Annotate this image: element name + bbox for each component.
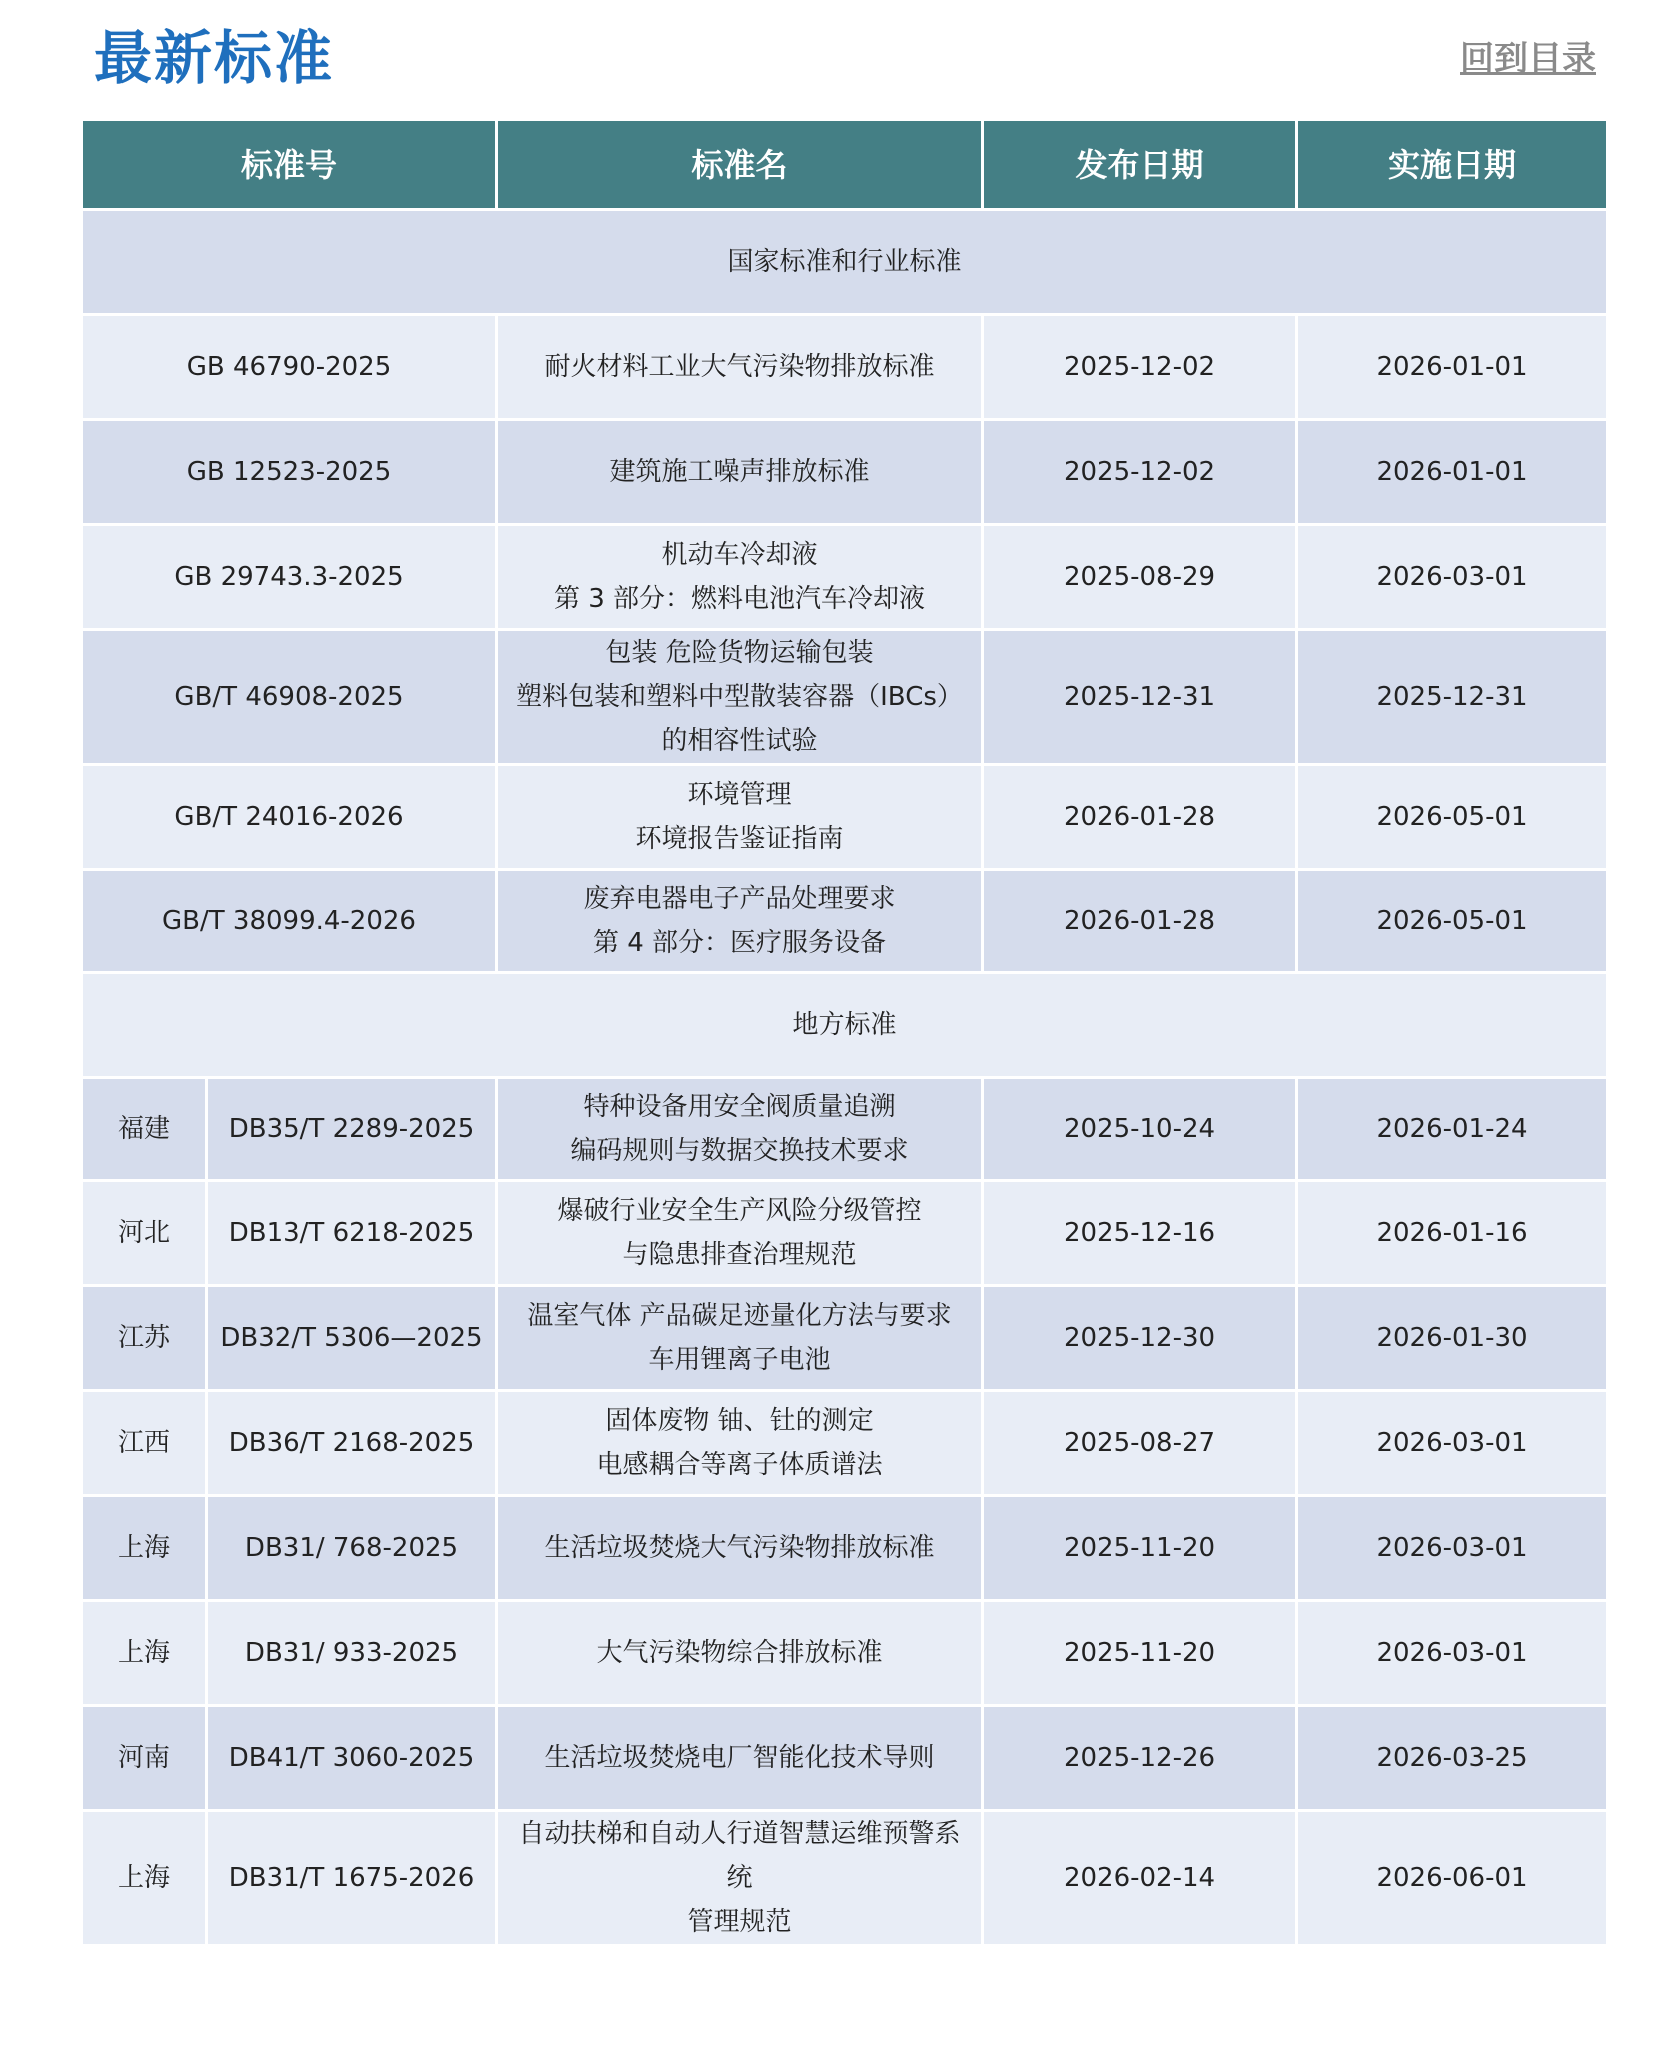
standard-code: DB31/ 768-2025 — [207, 1496, 497, 1601]
section-row — [82, 210, 1608, 315]
effective-date: 2026-01-01 — [1297, 420, 1608, 525]
effective-date: 2026-05-01 — [1297, 765, 1608, 870]
effective-date: 2026-03-01 — [1297, 525, 1608, 630]
standard-code: DB36/T 2168-2025 — [207, 1391, 497, 1496]
publish-date: 2025-11-20 — [983, 1601, 1297, 1706]
standard-code: DB35/T 2289-2025 — [207, 1078, 497, 1181]
effective-date: 2026-03-01 — [1297, 1496, 1608, 1601]
effective-date: 2026-03-25 — [1297, 1706, 1608, 1811]
standard-code: GB 46790-2025 — [82, 315, 497, 420]
region: 上海 — [82, 1811, 207, 1946]
standard-code: GB/T 24016-2026 — [82, 765, 497, 870]
standard-code: DB31/ 933-2025 — [207, 1601, 497, 1706]
effective-date: 2026-01-16 — [1297, 1181, 1608, 1286]
publish-date: 2025-12-30 — [983, 1286, 1297, 1391]
standard-name: 废弃电器电子产品处理要求 第 4 部分：医疗服务设备 — [497, 870, 983, 973]
region: 河北 — [82, 1181, 207, 1286]
standard-name: 固体废物 铀、钍的测定 电感耦合等离子体质谱法 — [497, 1391, 983, 1496]
standard-name: 建筑施工噪声排放标准 — [497, 420, 983, 525]
effective-date: 2026-03-01 — [1297, 1601, 1608, 1706]
header-effective-date: 实施日期 — [1297, 120, 1608, 210]
table-row — [82, 1181, 1608, 1286]
region: 河南 — [82, 1706, 207, 1811]
header-code: 标准号 — [82, 120, 497, 210]
region: 上海 — [82, 1496, 207, 1601]
publish-date: 2025-12-26 — [983, 1706, 1297, 1811]
effective-date: 2026-01-30 — [1297, 1286, 1608, 1391]
publish-date: 2025-11-20 — [983, 1496, 1297, 1601]
standard-code: GB/T 46908-2025 — [82, 630, 497, 765]
standard-name: 爆破行业安全生产风险分级管控 与隐患排查治理规范 — [497, 1181, 983, 1286]
standard-name: 温室气体 产品碳足迹量化方法与要求 车用锂离子电池 — [497, 1286, 983, 1391]
standard-name: 耐火材料工业大气污染物排放标准 — [497, 315, 983, 420]
section-title: 地方标准 — [82, 973, 1608, 1078]
standard-name: 机动车冷却液 第 3 部分：燃料电池汽车冷却液 — [497, 525, 983, 630]
table-row — [82, 525, 1608, 630]
standard-code: DB32/T 5306—2025 — [207, 1286, 497, 1391]
effective-date: 2026-03-01 — [1297, 1391, 1608, 1496]
standard-name: 生活垃圾焚烧电厂智能化技术导则 — [497, 1706, 983, 1811]
table-row — [82, 870, 1608, 973]
publish-date: 2025-08-27 — [983, 1391, 1297, 1496]
table-header-row — [82, 120, 1608, 210]
standard-code: GB 12523-2025 — [82, 420, 497, 525]
table-row — [82, 420, 1608, 525]
effective-date: 2026-01-24 — [1297, 1078, 1608, 1181]
region: 福建 — [82, 1078, 207, 1181]
publish-date: 2025-10-24 — [983, 1078, 1297, 1181]
publish-date: 2025-12-02 — [983, 420, 1297, 525]
standard-name: 自动扶梯和自动人行道智慧运维预警系统 管理规范 — [497, 1811, 983, 1946]
publish-date: 2025-12-31 — [983, 630, 1297, 765]
standard-code: DB41/T 3060-2025 — [207, 1706, 497, 1811]
publish-date: 2025-12-16 — [983, 1181, 1297, 1286]
table-row — [82, 1811, 1608, 1946]
table-row — [82, 765, 1608, 870]
standard-code: DB31/T 1675-2026 — [207, 1811, 497, 1946]
header-name: 标准名 — [497, 120, 983, 210]
section-row — [82, 973, 1608, 1078]
section-title: 国家标准和行业标准 — [82, 210, 1608, 315]
standard-name: 特种设备用安全阀质量追溯 编码规则与数据交换技术要求 — [497, 1078, 983, 1181]
standard-code: GB/T 38099.4-2026 — [82, 870, 497, 973]
table-row — [82, 315, 1608, 420]
page-title: 最新标准 — [94, 24, 335, 92]
standard-name: 大气污染物综合排放标准 — [497, 1601, 983, 1706]
standards-table — [80, 118, 1609, 1947]
effective-date: 2026-05-01 — [1297, 870, 1608, 973]
effective-date: 2026-06-01 — [1297, 1811, 1608, 1946]
table-row — [82, 1391, 1608, 1496]
header-publish-date: 发布日期 — [983, 120, 1297, 210]
table-row — [82, 1706, 1608, 1811]
standard-code: DB13/T 6218-2025 — [207, 1181, 497, 1286]
publish-date: 2026-02-14 — [983, 1811, 1297, 1946]
region: 江苏 — [82, 1286, 207, 1391]
effective-date: 2026-01-01 — [1297, 315, 1608, 420]
back-to-contents-link[interactable]: 回到目录 — [1460, 39, 1596, 79]
table-row — [82, 1286, 1608, 1391]
table-row — [82, 1601, 1608, 1706]
publish-date: 2025-12-02 — [983, 315, 1297, 420]
region: 江西 — [82, 1391, 207, 1496]
table-row — [82, 630, 1608, 765]
standard-name: 生活垃圾焚烧大气污染物排放标准 — [497, 1496, 983, 1601]
publish-date: 2026-01-28 — [983, 870, 1297, 973]
publish-date: 2026-01-28 — [983, 765, 1297, 870]
effective-date: 2025-12-31 — [1297, 630, 1608, 765]
table-row — [82, 1078, 1608, 1181]
publish-date: 2025-08-29 — [983, 525, 1297, 630]
standard-code: GB 29743.3-2025 — [82, 525, 497, 630]
region: 上海 — [82, 1601, 207, 1706]
table-row — [82, 1496, 1608, 1601]
standard-name: 包装 危险货物运输包装 塑料包装和塑料中型散装容器（IBCs） 的相容性试验 — [497, 630, 983, 765]
standard-name: 环境管理 环境报告鉴证指南 — [497, 765, 983, 870]
